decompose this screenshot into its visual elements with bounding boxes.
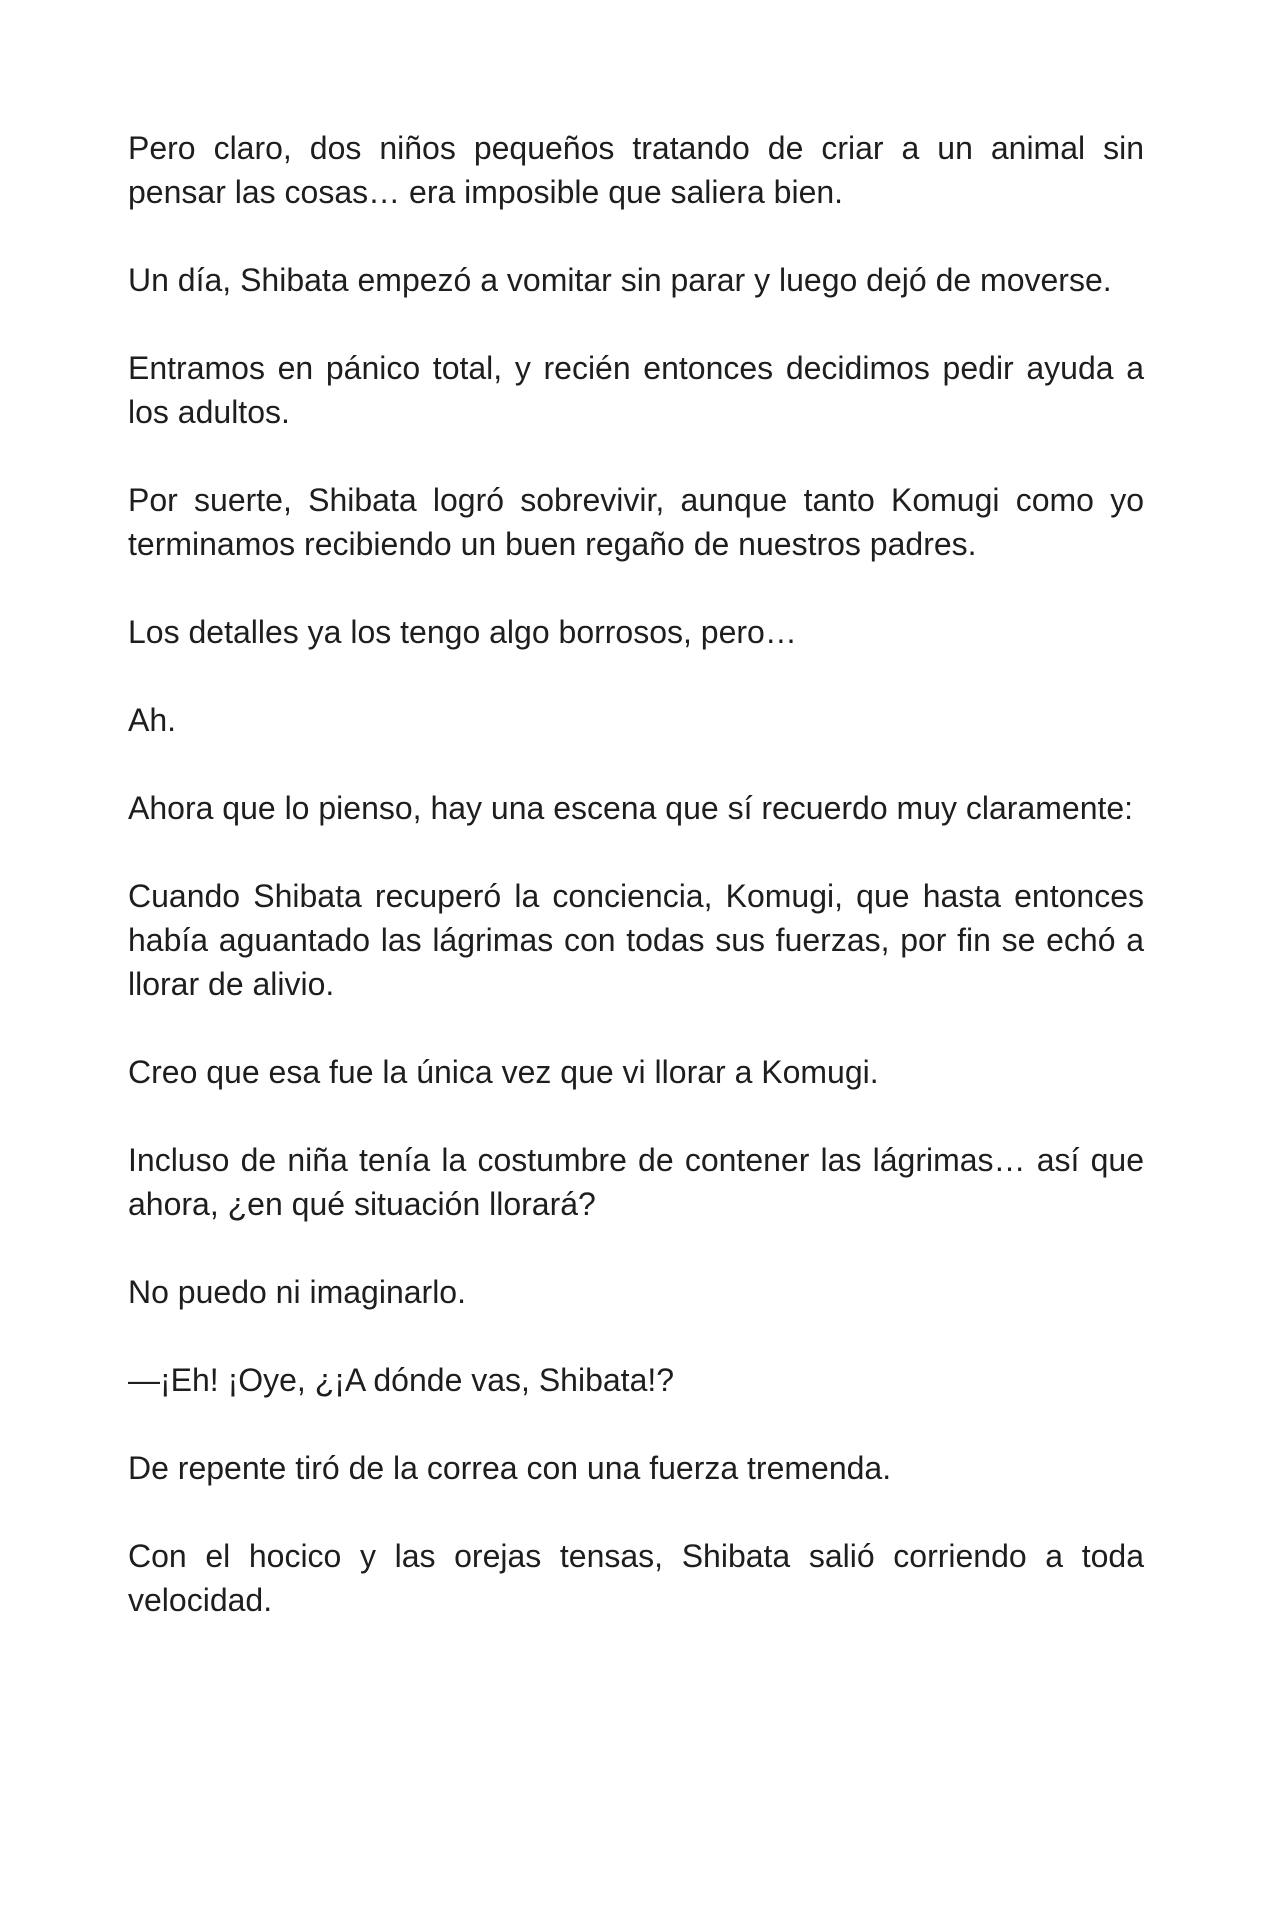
paragraph: Un día, Shibata empezó a vomitar sin parar y luego dejó de moverse. <box>128 262 1112 298</box>
paragraph: Incluso de niña tenía la costumbre de contener las lágrimas… así que ahora, ¿en qué situación llorará? <box>128 1142 1144 1222</box>
paragraph: Los detalles ya los tengo algo borrosos, pero… <box>128 614 797 650</box>
paragraph: De repente tiró de la correa con una fuerza tremenda. <box>128 1450 892 1486</box>
paragraph: Por suerte, Shibata logró sobrevivir, aunque tanto Komugi como yo terminamos recibiendo un buen regaño de nuestros padres. <box>128 482 1144 562</box>
paragraph: Cuando Shibata recuperó la conciencia, Komugi, que hasta entonces había aguantado las lágrimas con todas sus fuerzas, por fin se echó a llorar de alivio. <box>128 878 1144 1002</box>
paragraph: Ah. <box>128 702 177 738</box>
paragraph: Entramos en pánico total, y recién entonces decidimos pedir ayuda a los adultos. <box>128 350 1144 430</box>
document-page <box>128 126 1144 1666</box>
dialogue-line: —¡Eh! ¡Oye, ¿¡A dónde vas, Shibata!? <box>128 1362 675 1398</box>
paragraph: Pero claro, dos niños pequeños tratando de criar a un animal sin pensar las cosas… era imposible que saliera bien. <box>128 130 1144 210</box>
paragraph: No puedo ni imaginarlo. <box>128 1274 466 1310</box>
paragraph: Con el hocico y las orejas tensas, Shibata salió corriendo a toda velocidad. <box>128 1538 1144 1618</box>
paragraph: Ahora que lo pienso, hay una escena que sí recuerdo muy claramente: <box>128 790 1134 826</box>
paragraph: Creo que esa fue la única vez que vi llorar a Komugi. <box>128 1054 879 1090</box>
